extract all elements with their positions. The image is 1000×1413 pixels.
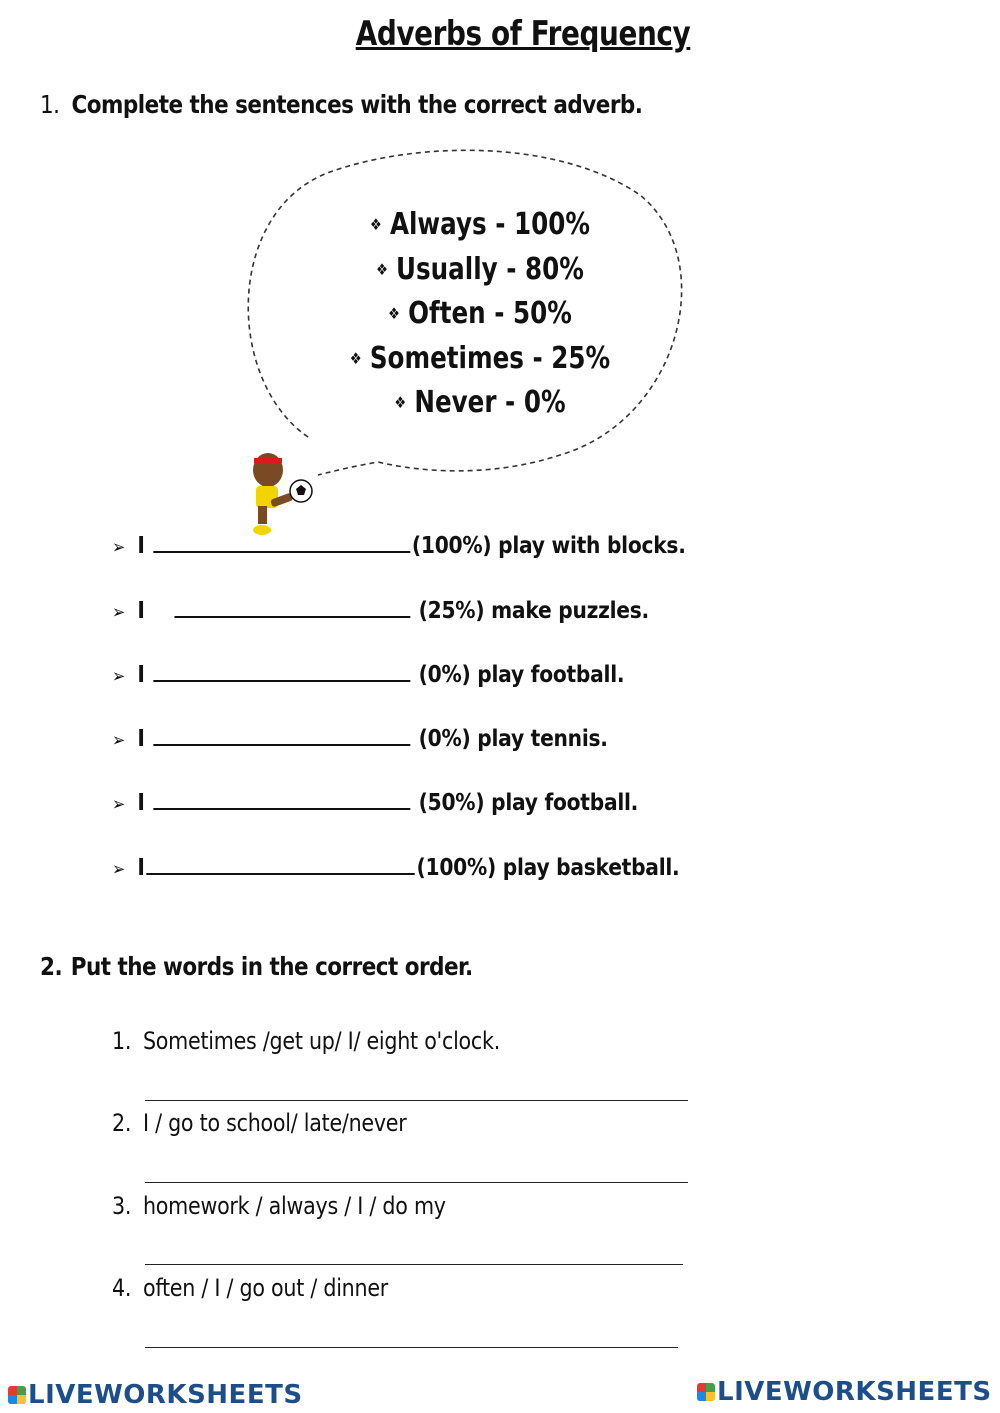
fill-in-sentence: ➢ I (25%) make puzzles. (112, 598, 649, 624)
section-1-number: 1. (40, 90, 60, 119)
arrow-bullet-icon: ➢ (112, 794, 126, 815)
diamond-bullet-icon: ❖ (369, 215, 382, 235)
kid-headband (254, 458, 282, 463)
arrow-bullet-icon: ➢ (112, 537, 126, 558)
answer-line[interactable] (145, 1182, 688, 1183)
diamond-bullet-icon: ❖ (376, 259, 388, 279)
frequency-item: ❖ Usually - 80% (376, 251, 584, 287)
answer-blank[interactable] (153, 533, 410, 553)
arrow-bullet-icon: ➢ (112, 730, 126, 751)
liveworksheets-logo-icon (8, 1386, 26, 1404)
section-2-number: 2. (40, 952, 63, 981)
word-order-item: 3. homework / always / I / do my (112, 1192, 446, 1220)
section-2-text: Put the words in the correct order. (70, 952, 473, 981)
frequency-item: ❖ Often - 50% (388, 296, 572, 331)
answer-blank[interactable] (153, 790, 410, 810)
diamond-bullet-icon: ❖ (349, 348, 362, 368)
answer-blank[interactable] (174, 598, 410, 618)
kid-leg-left (258, 506, 267, 524)
fill-in-sentence: ➢ I (0%) play football. (112, 662, 625, 688)
fill-in-sentence: ➢ I (100%) play basketball. (112, 855, 680, 881)
frequency-item: ❖ Never - 0% (394, 385, 566, 420)
soccer-kid-illustration (253, 453, 312, 535)
answer-blank[interactable] (153, 726, 410, 746)
answer-line[interactable] (145, 1264, 683, 1265)
page-title: Adverbs of Frequency (355, 14, 691, 54)
answer-line[interactable] (145, 1100, 688, 1101)
word-order-item: 1. Sometimes /get up/ I/ eight o'clock. (112, 1027, 501, 1055)
frequency-item: ❖ Always - 100% (369, 207, 591, 242)
fill-in-sentence: ➢ I (50%) play football. (112, 790, 639, 816)
footer-logo-right: LIVEWORKSHEETS (697, 1377, 992, 1407)
frequency-list (300, 203, 660, 426)
section-1-text: Complete the sentences with the correct adverb. (71, 90, 643, 119)
diamond-bullet-icon: ❖ (388, 304, 400, 324)
fill-in-sentence: ➢ I (0%) play tennis. (112, 726, 608, 752)
answer-line[interactable] (145, 1347, 678, 1348)
liveworksheets-logo-icon (697, 1383, 715, 1401)
arrow-bullet-icon: ➢ (112, 602, 126, 623)
arrow-bullet-icon: ➢ (112, 666, 126, 687)
diamond-bullet-icon: ❖ (394, 393, 407, 413)
word-order-item: 2. I / go to school/ late/never (112, 1109, 407, 1137)
arrow-bullet-icon: ➢ (112, 859, 126, 880)
frequency-item: ❖ Sometimes - 25% (349, 340, 611, 376)
answer-blank[interactable] (146, 855, 414, 875)
footer-logo-left: LIVEWORKSHEETS (8, 1380, 303, 1410)
fill-in-sentence: ➢ I (100%) play with blocks. (112, 533, 686, 559)
answer-blank[interactable] (153, 662, 410, 682)
section-2-heading (40, 952, 473, 981)
word-order-item: 4. often / I / go out / dinner (112, 1274, 388, 1302)
